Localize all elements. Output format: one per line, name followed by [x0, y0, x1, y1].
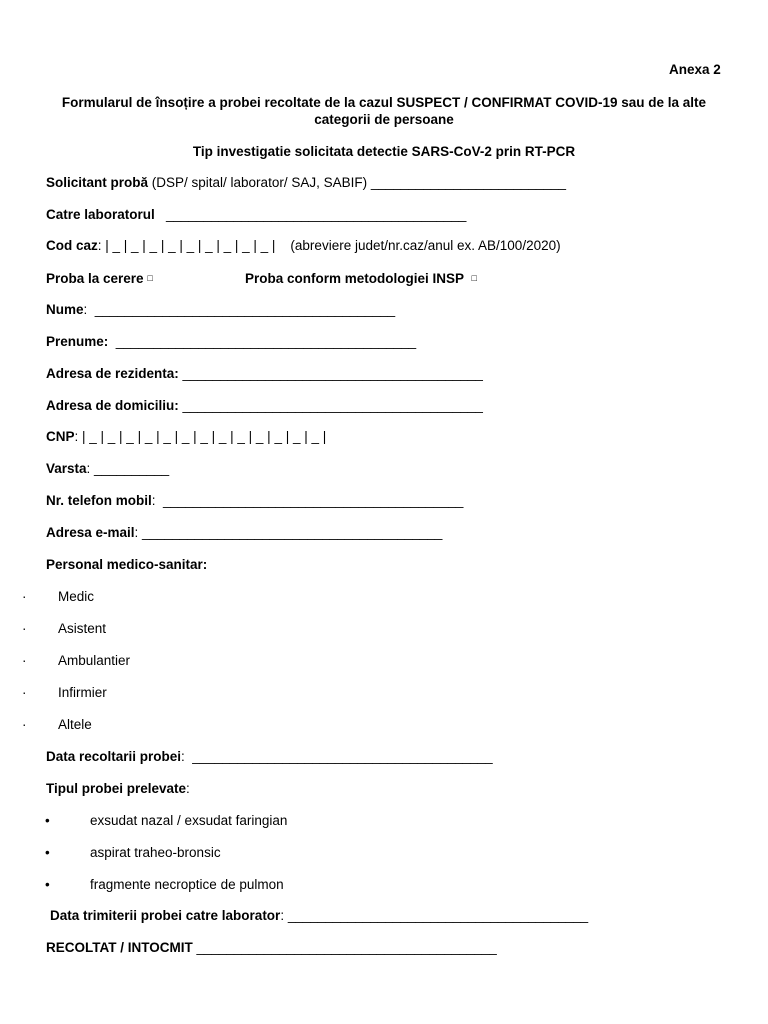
laboratory-field [46, 207, 466, 223]
name-field [46, 302, 395, 318]
age-field [46, 461, 169, 477]
proba-insp-option[interactable] [245, 270, 477, 287]
first-name-field [46, 334, 416, 350]
first-name-label: Prenume: [46, 334, 109, 349]
proba-insp-label: Proba conform metodologiei INSP [245, 271, 465, 286]
send-date-line[interactable]: : ________________________________________ [280, 908, 589, 923]
name-line[interactable]: : ________________________________________ [83, 302, 396, 317]
solicitant-label: Solicitant probă [46, 175, 149, 190]
form-title-line1: Formularul de însoțire a probei recoltate de la cazul SUSPECT / CONFIRMAT COVID-19 sau de la alte [61, 95, 707, 110]
case-code-field [46, 238, 561, 254]
phone-line[interactable]: : ________________________________________ [151, 493, 464, 508]
staff-option-altele[interactable]: Altele [58, 717, 92, 732]
sample-option-tracheo[interactable]: aspirat traheo-bronsic [90, 845, 221, 860]
domicile-label: Adresa de domiciliu: [46, 398, 179, 413]
phone-label: Nr. telefon mobil [46, 493, 152, 508]
first-name-line[interactable]: ________________________________________ [108, 334, 417, 349]
staff-option-medic[interactable]: Medic [58, 589, 95, 604]
solicitant-line[interactable]: (DSP/ spital/ laborator/ SAJ, SABIF) __________________________ [148, 175, 567, 190]
laboratory-line[interactable]: ________________________________________ [154, 207, 467, 222]
signature-line[interactable]: ________________________________________ [192, 940, 497, 955]
name-label: Nume [46, 302, 84, 317]
sample-option-nasal[interactable]: exsudat nazal / exsudat faringian [90, 813, 288, 828]
signature-label: RECOLTAT / INTOCMIT [46, 940, 193, 955]
sample-type-colon: : [186, 781, 190, 796]
email-field [46, 525, 442, 541]
send-date-label: Data trimiterii probei catre laborator [50, 908, 281, 923]
domicile-field [46, 398, 483, 414]
age-label: Varsta [46, 461, 87, 476]
staff-bullet: · [22, 685, 27, 700]
proba-cerere-label: Proba la cerere [46, 271, 144, 286]
residence-line[interactable]: ________________________________________ [178, 366, 483, 381]
staff-option-ambulantier[interactable]: Ambulantier [58, 653, 131, 668]
sample-option-necropsy[interactable]: fragmente necroptice de pulmon [90, 877, 284, 892]
solicitant-field [46, 175, 566, 191]
staff-bullet: · [22, 717, 27, 732]
cnp-field [46, 429, 326, 445]
collection-date-line[interactable]: : ________________________________________ [181, 749, 493, 764]
laboratory-label: Catre laboratorul [46, 207, 155, 222]
domicile-line[interactable]: ________________________________________ [178, 398, 483, 413]
sample-bullet: • [45, 877, 50, 892]
proba-cerere-option[interactable] [46, 270, 153, 287]
cnp-label: CNP [46, 429, 75, 444]
cnp-boxes[interactable]: : | _ | _ | _ | _ | _ | _ | _ | _ | _ | _ | _ | _ | _ | [74, 429, 327, 444]
staff-bullet: · [22, 653, 27, 668]
email-label: Adresa e-mail [46, 525, 135, 540]
sample-bullet: • [45, 813, 50, 828]
collection-date-label: Data recoltarii probei [46, 749, 182, 764]
staff-option-asistent[interactable]: Asistent [58, 621, 107, 636]
investigation-type: Tip investigatie solicitata detectie SARS-CoV-2 prin RT-PCR [192, 144, 576, 159]
case-code-label: Cod caz [46, 238, 98, 253]
annex-label: Anexa 2 [669, 62, 721, 77]
medical-staff-heading: Personal medico-sanitar: [46, 557, 208, 572]
residence-label: Adresa de rezidenta: [46, 366, 179, 381]
staff-option-infirmier[interactable]: Infirmier [58, 685, 107, 700]
proba-insp-checkbox[interactable]: □ [471, 273, 477, 283]
proba-cerere-checkbox[interactable]: □ [147, 273, 153, 283]
collection-date-field [46, 749, 493, 765]
age-line[interactable]: : __________ [86, 461, 170, 476]
staff-bullet: · [22, 621, 27, 636]
sample-type-heading [46, 781, 190, 797]
sample-type-label: Tipul probei prelevate [46, 781, 187, 796]
email-line[interactable]: : ________________________________________ [134, 525, 443, 540]
phone-field [46, 493, 463, 509]
signature-field [46, 940, 497, 956]
case-code-boxes[interactable]: : | _ | _ | _ | _ | _ | _ | _ | _ | _ | (abreviere judet/nr.caz/anul ex. AB/100/2020) [97, 238, 561, 253]
staff-bullet: · [22, 589, 27, 604]
sample-bullet: • [45, 845, 50, 860]
residence-field [46, 366, 483, 382]
send-date-field [50, 908, 588, 924]
form-title-line2: categorii de persoane [314, 112, 454, 127]
